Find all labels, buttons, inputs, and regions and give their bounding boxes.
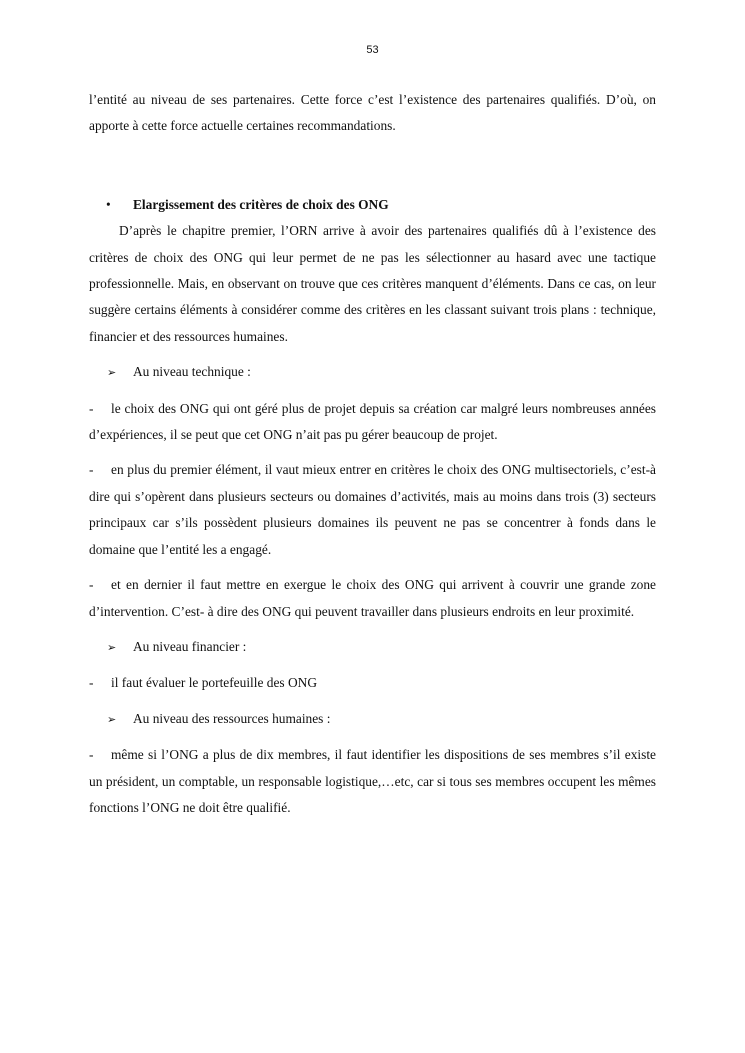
arrow-bullet-icon: ➢: [107, 640, 117, 654]
intro-paragraph: l’entité au niveau de ses partenaires. Cette force c’est l’existence des partenaires qualifiés. D’où, on apporte à cette force actuelle certaines recommandations.: [89, 92, 656, 134]
subheading-financier: [89, 634, 656, 661]
list-item: [89, 572, 656, 625]
list-item: [89, 396, 656, 449]
list-item-text: et en dernier il faut mettre en exergue le choix des ONG qui arrivent à couvrir une grande zone d’intervention. C’est- à dire des ONG qui peuvent travailler dans plusieurs endroits en leur proximité.: [89, 577, 656, 619]
dash-icon: -: [89, 400, 94, 416]
subheading-technique: [89, 359, 656, 386]
list-item-text: même si l’ONG a plus de dix membres, il faut identifier les dispositions de ses membres s’il existe un président, un comptable, un responsable logistique,…etc, car si tous ses membres occupent les mêmes fonctions l’ONG ne doit être qualifié.: [89, 747, 656, 815]
page-number: 53: [366, 44, 379, 56]
subheading-financier-text: Au niveau financier :: [133, 638, 247, 654]
subheading-ressources: [89, 706, 656, 733]
dash-icon: -: [89, 577, 94, 593]
list-item-text: le choix des ONG qui ont géré plus de projet depuis sa création car malgré leurs nombreuses années d’expériences, il se peut que cet ONG n’ait pas pu gérer beaucoup de projet.: [89, 400, 656, 443]
dash-icon: -: [89, 462, 94, 478]
section-heading: [89, 192, 656, 218]
list-item: [89, 457, 656, 563]
list-item: [89, 742, 656, 821]
list-item: [89, 670, 656, 696]
list-item-text: en plus du premier élément, il vaut mieux entrer en critères le choix des ONG multisectoriels, c’est-à dire qui s’opèrent dans plusieurs secteurs ou domaines d’activités, mais au moins dans trois (3) secteurs principaux car s’ils possèdent plusieurs domaines ils peuvent ne pas se concentrer à fonds dans le domaine que l’entité les a engagé.: [89, 462, 656, 557]
subheading-ressources-text: Au niveau des ressources humaines :: [133, 710, 331, 726]
list-item-text: il faut évaluer le portefeuille des ONG: [111, 675, 317, 691]
subheading-technique-text: Au niveau technique :: [133, 364, 251, 380]
section-paragraph: D’après le chapitre premier, l’ORN arrive à avoir des partenaires qualifiés dû à l’existence des critères de choix des ONG qui leur permet de ne pas les sélectionner au hasard avec une tactique professionnelle. Mais, en observant on trouve que ces critères manquent d’éléments. Dans ce cas, on leur suggère certains éléments à considérer comme des critères en les classant suivant trois plans : technique, financier et des ressources humaines.: [89, 223, 656, 344]
dash-icon: -: [89, 747, 94, 763]
dash-icon: -: [89, 675, 94, 691]
bullet-icon: •: [106, 196, 111, 212]
arrow-bullet-icon: ➢: [107, 366, 117, 380]
document-body: [89, 87, 656, 830]
arrow-bullet-icon: ➢: [107, 712, 117, 726]
section-heading-text: Elargissement des critères de choix des ONG: [133, 196, 389, 212]
